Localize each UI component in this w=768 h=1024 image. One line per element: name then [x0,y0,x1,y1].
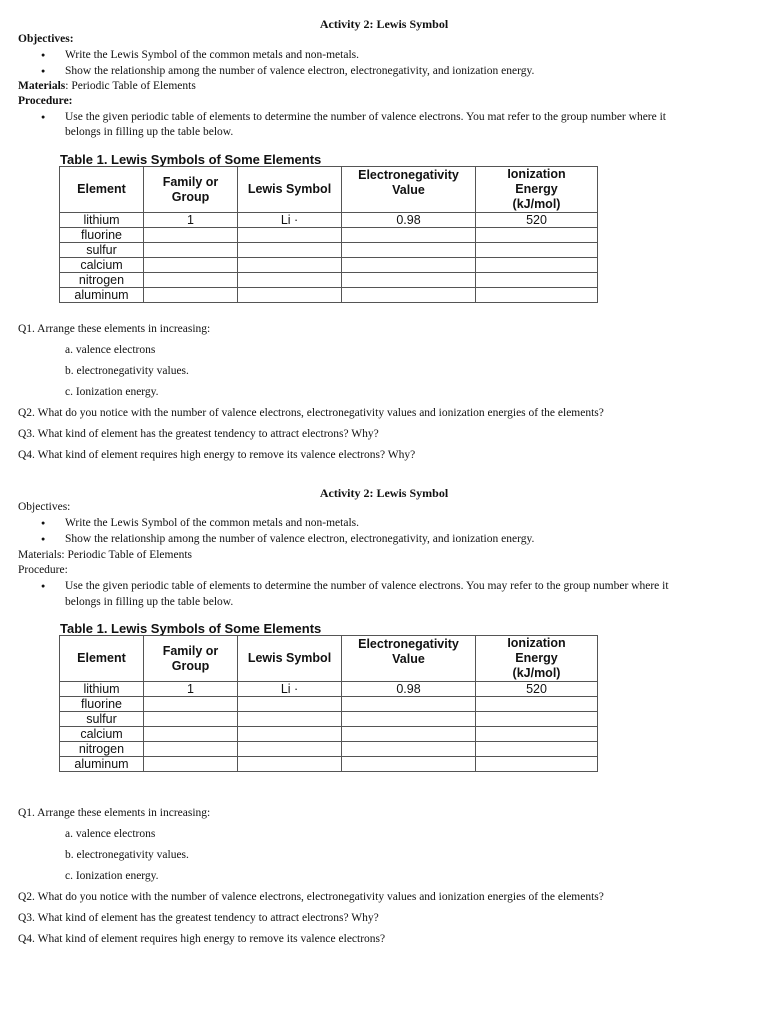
cell-lewis-symbol[interactable]: Li · [238,213,342,228]
cell-lewis-symbol[interactable] [238,288,342,303]
cell-element: sulfur [60,243,144,258]
cell-element: nitrogen [60,742,144,757]
cell-group[interactable] [144,258,238,273]
cell-element: aluminum [60,288,144,303]
cell-element: fluorine [60,697,144,712]
table-row [60,258,598,273]
header-electronegativity: Electronegativity Value [342,167,476,213]
objectives-label: Objectives: [18,501,71,513]
bullet-icon: ● [41,51,46,59]
cell-electronegativity[interactable] [342,727,476,742]
question-1c: c. Ionization energy. [65,386,159,398]
cell-electronegativity[interactable]: 0.98 [342,213,476,228]
header-family-group: Family or Group [144,167,238,213]
bullet-icon: ● [41,535,46,543]
cell-group[interactable] [144,228,238,243]
cell-group[interactable] [144,243,238,258]
cell-lewis-symbol[interactable] [238,243,342,258]
question-1a: a. valence electrons [65,828,156,840]
cell-element: calcium [60,727,144,742]
cell-element: nitrogen [60,273,144,288]
materials-label: Materials: Periodic Table of Elements [18,549,192,561]
activity-section-1: Activity 2: Lewis Symbol Objectives: ● Write the Lewis Symbol of the common metals and non-metals. ● Show the relationship among the number of valence electron, electronegativity, and ionization energy. Materials: Periodic Table of Elements Procedure: ● Use the given periodic table of elements to determine the number of valence electrons. You mat refer to the group number where it belongs in filling up the table below. Table 1. Lewis Symbols of Some Elements Element Family or Group Lewis Symbol Electronegativity Value Ionization Energy (kJ/mol) lithium 1 Li · 0.98 520 fluorine sulfur calcium nitrogen aluminum Q1. Arrange these elements in increasing: a. valence electrons b. electronegativity values. c. Ionization energy. Q2. What do you notice with the number of valence electrons, electronegativity values and ionization energies of the elements? Q3. What kind of element has the greatest tendency to attract electrons? Why? Q4. What kind of element requires high energy to remove its valence electrons? Why? [0,0,768,470]
table-row [60,682,598,697]
question-4: Q4. What kind of element requires high energy to remove its valence electrons? Why? [18,449,416,461]
table-row [60,757,598,772]
cell-group[interactable] [144,288,238,303]
table-row [60,213,598,228]
lewis-symbols-table [59,635,598,772]
cell-lewis-symbol[interactable] [238,757,342,772]
cell-ionization-energy[interactable]: 520 [476,213,598,228]
bullet-icon: ● [41,519,46,527]
cell-ionization-energy[interactable] [476,742,598,757]
question-1c: c. Ionization energy. [65,870,159,882]
bullet-icon: ● [41,67,46,75]
cell-electronegativity[interactable] [342,697,476,712]
cell-lewis-symbol[interactable] [238,258,342,273]
header-family-group: Family or Group [144,636,238,682]
table-row [60,712,598,727]
cell-group[interactable] [144,697,238,712]
question-4: Q4. What kind of element requires high energy to remove its valence electrons? [18,933,386,945]
question-1b: b. electronegativity values. [65,365,189,377]
table-row [60,273,598,288]
procedure-continuation: belongs in filling up the table below. [65,126,234,138]
cell-electronegativity[interactable] [342,757,476,772]
cell-element: fluorine [60,228,144,243]
cell-group[interactable] [144,742,238,757]
header-element: Element [60,636,144,682]
activity-title: Activity 2: Lewis Symbol [319,17,449,31]
cell-ionization-energy[interactable] [476,258,598,273]
cell-element: calcium [60,258,144,273]
table-row [60,288,598,303]
cell-lewis-symbol[interactable] [238,697,342,712]
cell-lewis-symbol[interactable] [238,727,342,742]
question-2: Q2. What do you notice with the number of valence electrons, electronegativity values and ionization energies of the elements? [18,407,604,419]
cell-lewis-symbol[interactable] [238,273,342,288]
cell-element: lithium [60,682,144,697]
cell-lewis-symbol[interactable] [238,742,342,757]
procedure-label: Procedure: [18,564,68,576]
table-header-row [60,167,598,213]
cell-element: lithium [60,213,144,228]
cell-lewis-symbol[interactable] [238,712,342,727]
cell-group[interactable]: 1 [144,682,238,697]
header-lewis-symbol: Lewis Symbol [238,636,342,682]
cell-group[interactable] [144,273,238,288]
activity-title: Activity 2: Lewis Symbol [319,486,449,500]
table-row [60,697,598,712]
cell-group[interactable] [144,727,238,742]
table-caption: Table 1. Lewis Symbols of Some Elements [60,152,322,167]
question-1a: a. valence electrons [65,344,156,356]
cell-ionization-energy[interactable] [476,757,598,772]
cell-electronegativity[interactable] [342,712,476,727]
materials-line [18,549,192,561]
question-3: Q3. What kind of element has the greatest tendency to attract electrons? Why? [18,912,379,924]
question-2: Q2. What do you notice with the number of valence electrons, electronegativity values and ionization energies of the elements? [18,891,604,903]
cell-electronegativity[interactable] [342,243,476,258]
cell-group[interactable]: 1 [144,213,238,228]
question-1: Q1. Arrange these elements in increasing: [18,323,211,335]
cell-ionization-energy[interactable] [476,712,598,727]
cell-ionization-energy[interactable] [476,697,598,712]
cell-electronegativity[interactable] [342,228,476,243]
question-3: Q3. What kind of element has the greatest tendency to attract electrons? Why? [18,428,379,440]
table-row [60,727,598,742]
bullet-icon: ● [41,582,46,590]
header-element: Element [60,167,144,213]
question-1b: b. electronegativity values. [65,849,189,861]
materials-line [18,80,196,92]
table-row [60,228,598,243]
objectives-label: Objectives: [18,33,74,45]
cell-electronegativity[interactable] [342,258,476,273]
procedure-continuation: belongs in filling up the table below. [65,596,234,608]
activity-section-2: Activity 2: Lewis Symbol Objectives: ● Write the Lewis Symbol of the common metals and non-metals. ● Show the relationship among the number of valence electron, electronegativity, and ionization energy. Materials: Periodic Table of Elements Procedure: ● Use the given periodic table of elements to determine the number of valence electrons. You may refer to the group number where it belongs in filling up the table below. Table 1. Lewis Symbols of Some Elements Element Family or Group Lewis Symbol Electronegativity Value Ionization Energy (kJ/mol) lithium 1 Li · 0.98 520 fluorine sulfur calcium nitrogen aluminum Q1. Arrange these elements in increasing: a. valence electrons b. electronegativity values. c. Ionization energy. Q2. What do you notice with the number of valence electrons, electronegativity values and ionization energies of the elements? Q3. What kind of element has the greatest tendency to attract electrons? Why? Q4. What kind of element requires high energy to remove its valence electrons? [0,0,768,1024]
cell-electronegativity[interactable] [342,288,476,303]
materials-text: : Periodic Table of Elements [65,80,196,92]
lewis-symbols-table [59,166,598,303]
cell-electronegativity[interactable] [342,273,476,288]
table-row [60,742,598,757]
cell-ionization-energy[interactable] [476,273,598,288]
header-lewis-symbol: Lewis Symbol [238,167,342,213]
cell-element: sulfur [60,712,144,727]
cell-electronegativity[interactable]: 0.98 [342,682,476,697]
materials-label: Materials [18,80,66,92]
cell-ionization-energy[interactable] [476,228,598,243]
cell-ionization-energy[interactable] [476,727,598,742]
header-electronegativity: Electronegativity Value [342,636,476,682]
cell-electronegativity[interactable] [342,742,476,757]
question-1: Q1. Arrange these elements in increasing: [18,807,211,819]
table-header-row [60,636,598,682]
bullet-icon: ● [41,113,46,121]
cell-lewis-symbol[interactable]: Li · [238,682,342,697]
cell-ionization-energy[interactable]: 520 [476,682,598,697]
table-row [60,243,598,258]
cell-group[interactable] [144,757,238,772]
header-ionization-energy: Ionization Energy (kJ/mol) [476,167,598,213]
header-ionization-energy: Ionization Energy (kJ/mol) [476,636,598,682]
cell-lewis-symbol[interactable] [238,228,342,243]
procedure-label: Procedure: [18,95,73,107]
cell-ionization-energy[interactable] [476,288,598,303]
cell-ionization-energy[interactable] [476,243,598,258]
table-caption: Table 1. Lewis Symbols of Some Elements [60,621,322,636]
cell-element: aluminum [60,757,144,772]
cell-group[interactable] [144,712,238,727]
